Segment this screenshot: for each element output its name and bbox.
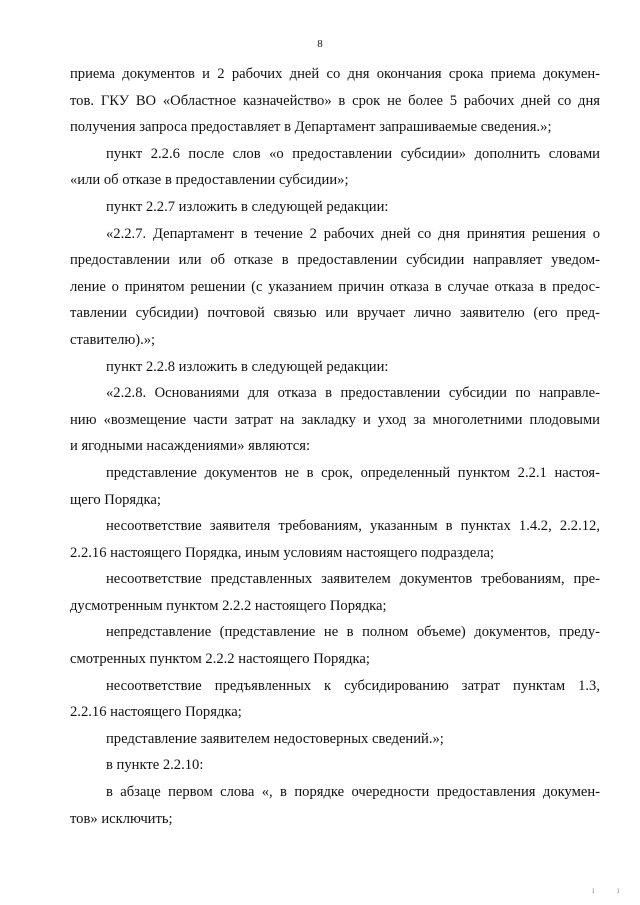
scan-artifact: ı	[617, 885, 620, 895]
text-line: нию «возмещение части затрат на закладку и уход за многолетними плодовыми	[70, 411, 600, 428]
text-line: тов» исключить;	[70, 810, 173, 827]
text-line: «2.2.7. Департамент в течение 2 рабочих дней со дня принятия решения о	[106, 225, 600, 242]
text-line: дусмотренным пунктом 2.2.2 настоящего Порядка;	[70, 597, 387, 614]
text-line: представление документов не в срок, определенный пунктом 2.2.1 настоя-	[106, 464, 600, 481]
text-line: «2.2.8. Основаниями для отказа в предоставлении субсидии по направле-	[106, 385, 600, 402]
text-line: пункт 2.2.7 изложить в следующей редакции:	[106, 198, 389, 215]
text-line: 2.2.16 настоящего Порядка, иным условиям настоящего подраздела;	[70, 544, 495, 561]
text-line: представление заявителем недостоверных сведений.»;	[106, 730, 444, 747]
text-line: щего Порядка;	[70, 491, 161, 508]
text-line: тавлении субсидии) почтовой связью или вручает лично заявителю (его пред-	[70, 305, 600, 322]
text-line: ставителю).»;	[70, 331, 156, 348]
text-line: тов. ГКУ ВО «Областное казначейство» в срок не более 5 рабочих дней со дня	[70, 92, 600, 109]
text-line: непредставление (представление не в полном объеме) документов, преду-	[106, 624, 600, 641]
scan-artifact: ı	[592, 885, 595, 895]
text-line: 2.2.16 настоящего Порядка;	[70, 704, 242, 721]
text-line: несоответствие представленных заявителем документов требованиям, пре-	[106, 571, 600, 588]
text-line: предоставлении или об отказе в предоставлении субсидии направляет уведом-	[70, 252, 600, 269]
page-number: 8	[317, 38, 323, 50]
text-line: «или об отказе в предоставлении субсидии»;	[70, 172, 349, 189]
text-line: в абзаце первом слова «, в порядке очередности предоставления докумен-	[106, 784, 600, 801]
text-line: пункт 2.2.8 изложить в следующей редакции:	[106, 358, 389, 375]
text-line: и ягодными насаждениями» являются:	[70, 438, 311, 455]
text-line: пункт 2.2.6 после слов «о предоставлении субсидии» дополнить словами	[106, 145, 600, 162]
text-line: получения запроса предоставляет в Департамент запрашиваемые сведения.»;	[70, 119, 552, 136]
text-line: ление о принятом решении (с указанием причин отказа в случае отказа в предос-	[70, 278, 600, 295]
document-body	[70, 61, 600, 832]
text-line: несоответствие предъявленных к субсидированию затрат пунктам 1.3,	[106, 677, 600, 694]
text-line: несоответствие заявителя требованиям, указанным в пунктах 1.4.2, 2.2.12,	[106, 518, 600, 535]
text-line: смотренных пунктом 2.2.2 настоящего Порядка;	[70, 651, 370, 668]
text-line: приема документов и 2 рабочих дней со дня окончания срока приема докумен-	[70, 66, 600, 82]
text-line: в пункте 2.2.10:	[106, 757, 204, 774]
